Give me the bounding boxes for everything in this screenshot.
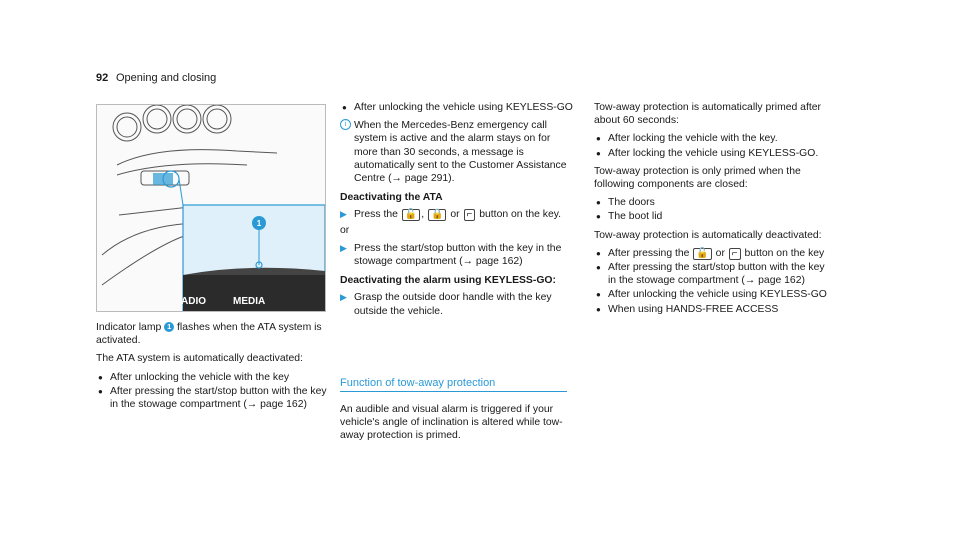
- instruction-step: ▶ Press the 🔓 , 🔒 or ⌐ button on the key.: [340, 209, 562, 221]
- list-item: ● After pressing the start/stop button with the key in the stowage compartment (→ page 162): [596, 262, 825, 287]
- deactivated-intro: Tow-away protection is automatically deactivated:: [594, 229, 822, 241]
- tow-away-section: [340, 377, 575, 390]
- callout-number-badge: 1: [164, 322, 174, 332]
- list-item-text: After pressing the start/stop button with the key in the stowage compartment (→ page 162): [608, 262, 825, 287]
- figure-illustration: [96, 104, 326, 312]
- list-item: ● When using HANDS-FREE ACCESS: [596, 303, 779, 315]
- info-note-text: When the Mercedes-Benz emergency call system is active and the alarm stays on for more than 30 seconds, a message is automatically sent to the Customer Assistance Centre (→ page 291).: [354, 120, 567, 185]
- tow-away-text: An audible and visual alarm is triggered if your vehicle's angle of inclination is altered while tow-away protection is primed.: [340, 404, 563, 442]
- middle-column: [340, 101, 575, 324]
- list-item-text-end: button on the key: [744, 247, 825, 259]
- figure-label-radio: ADIO: [181, 296, 206, 307]
- page-section-title: Opening and closing: [116, 72, 217, 84]
- list-item-text: The boot lid: [608, 211, 663, 223]
- list-item-text: After unlocking the vehicle using KEYLESS-GO: [608, 289, 827, 301]
- primed-intro: Tow-away protection is automatically primed after about 60 seconds:: [594, 102, 821, 127]
- list-item: ● After unlocking the vehicle with the key: [98, 371, 290, 383]
- list-item-text: After unlocking the vehicle with the key: [110, 371, 290, 383]
- list-item: ● After pressing the 🔓 or ⌐ button on the key: [596, 247, 825, 259]
- tailgate-icon: ⌐: [729, 248, 741, 260]
- tailgate-icon: ⌐: [464, 209, 476, 221]
- step-text: Grasp the outside door handle with the key outside the vehicle.: [354, 292, 552, 317]
- closed-components-intro: Tow-away protection is only primed when the following components are closed:: [594, 165, 801, 191]
- tow-away-description: [340, 403, 580, 448]
- list-item: ● After locking the vehicle with the key.: [596, 133, 778, 145]
- caption-text-end: flashes when the ATA system is activated.: [96, 322, 322, 347]
- deactivation-intro: The ATA system is automatically deactivated:: [96, 353, 303, 365]
- list-item-text: After unlocking the vehicle using KEYLESS-GO: [354, 102, 573, 113]
- section-divider: [340, 391, 567, 392]
- step-text: Press the: [354, 209, 398, 221]
- section-heading-tow-away: Function of tow-away protection: [340, 377, 496, 389]
- page-number: 92: [96, 72, 109, 84]
- instruction-step: [340, 291, 575, 317]
- list-item: ● After unlocking the vehicle using KEYLESS-GO: [596, 289, 827, 301]
- heading-deactivate-ata: Deactivating the ATA: [340, 192, 443, 204]
- list-item-text: After pressing the: [608, 247, 690, 259]
- list-item: ● The boot lid: [596, 211, 663, 223]
- caption: [96, 321, 328, 347]
- list-item: ● The doors: [596, 197, 655, 209]
- or-text: or: [340, 224, 350, 236]
- figure-label-media: MEDIA: [233, 296, 266, 307]
- step-text-end: button on the key.: [479, 209, 562, 221]
- step-arrow-icon: ▶: [340, 209, 347, 220]
- lock-icon: 🔒: [428, 209, 446, 221]
- step-arrow-icon: ▶: [340, 292, 347, 303]
- step-text: Press the start/stop button with the key in the stowage compartment (→ page 162): [354, 242, 562, 268]
- instruction-step: [340, 242, 575, 268]
- list-item: ● After locking the vehicle using KEYLESS-GO.: [596, 147, 819, 159]
- list-item-text: The doors: [608, 197, 655, 209]
- left-column: [96, 321, 328, 412]
- center-console-drawing: [97, 105, 325, 311]
- unlock-icon: 🔓: [693, 248, 711, 260]
- list-item-text: After pressing the start/stop button with the key in the stowage compartment (→ page 162): [110, 385, 327, 411]
- right-column: [594, 101, 834, 317]
- list-item: ● After unlocking the vehicle using KEYLESS-GO: [342, 102, 573, 113]
- info-note: [340, 119, 575, 185]
- list-item-text: After locking the vehicle using KEYLESS-GO.: [608, 147, 819, 159]
- info-icon: i: [340, 119, 351, 130]
- step-arrow-icon: ▶: [340, 242, 347, 253]
- list-item: ● After pressing the start/stop button with the key in the stowage compartment (→ page 162): [98, 385, 327, 411]
- list-item-text: When using HANDS-FREE ACCESS: [608, 303, 779, 315]
- figure-callout-number: 1: [256, 219, 262, 228]
- list-item-text: After locking the vehicle with the key.: [608, 133, 778, 145]
- unlock-icon: 🔓: [402, 209, 420, 221]
- caption-text: Indicator lamp: [96, 322, 162, 333]
- heading-deactivate-keyless: Deactivating the alarm using KEYLESS-GO:: [340, 275, 556, 287]
